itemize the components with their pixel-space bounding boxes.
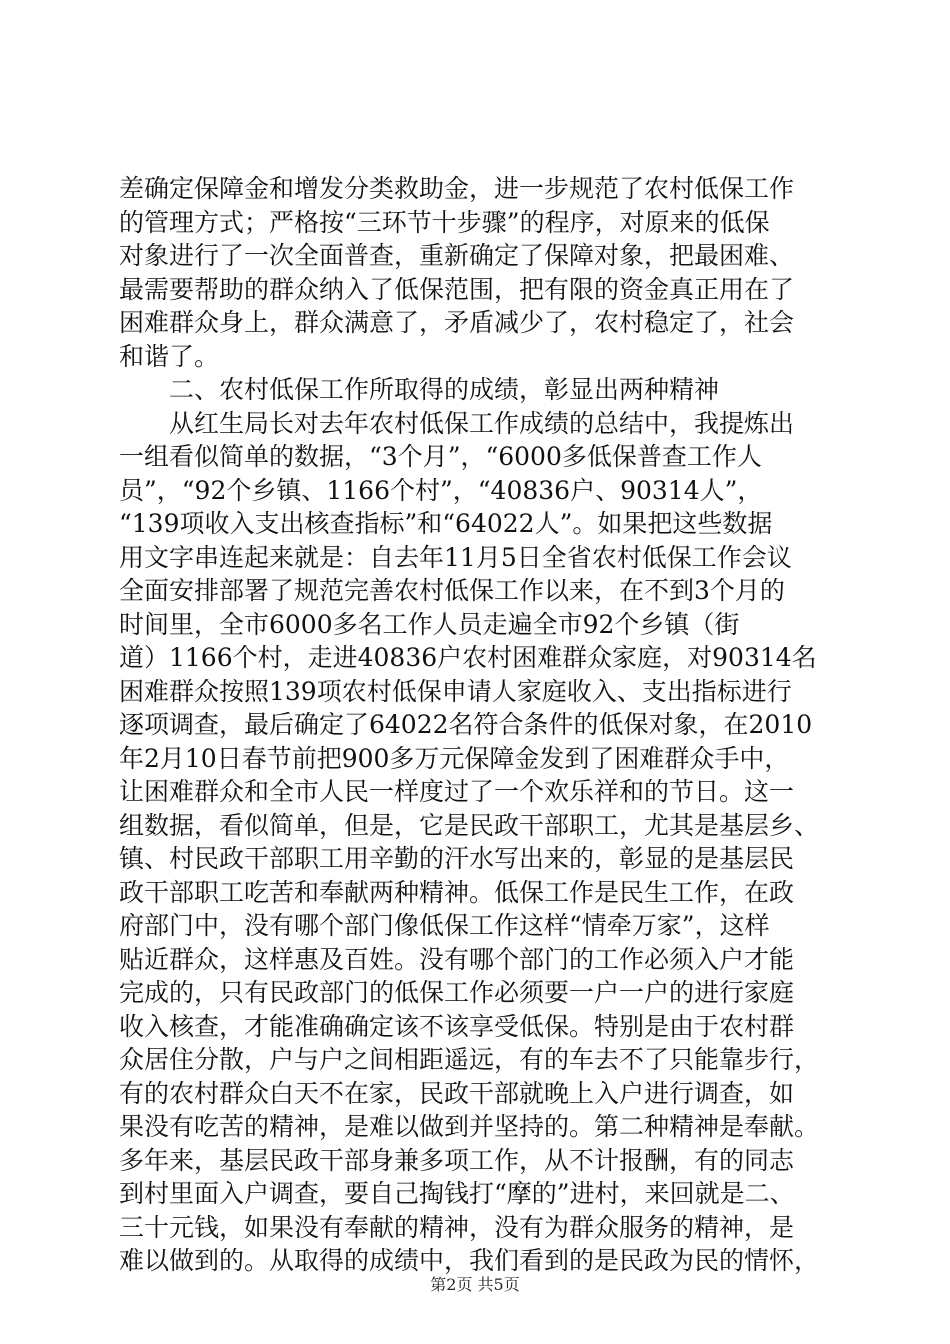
text-line: 的管理方式；严格按“三环节十步骤”的程序，对原来的低保 <box>119 207 770 237</box>
text-line: 政干部职工吃苦和奉献两种精神。低保工作是民生工作，在政 <box>119 877 795 907</box>
page-number-footer: 第2页 共5页 <box>430 1275 520 1294</box>
text-line: 时间里，全市6000多名工作人员走遍全市92个乡镇（街 <box>119 609 740 639</box>
text-line: 逐项调查，最后确定了64022名符合条件的低保对象，在2010 <box>119 710 813 739</box>
body-text <box>119 172 831 1278</box>
text-line: “139项收入支出核查指标”和“64022人”。如果把这些数据 <box>119 509 773 538</box>
text-line: 一组看似简单的数据，“3个月”，“6000多低保普查工作人 <box>119 442 762 471</box>
text-line: 三十元钱，如果没有奉献的精神，没有为群众服务的精神，是 <box>119 1212 795 1242</box>
text-line: 组数据，看似简单，但是，它是民政干部职工，尤其是基层乡、 <box>119 810 820 840</box>
text-line: 众居住分散，户与户之间相距遥远，有的车去不了只能靠步行， <box>119 1045 820 1074</box>
text-line: 全面安排部署了规范完善农村低保工作以来，在不到3个月的 <box>119 576 785 605</box>
text-line: 收入核查，才能准确确定该不该享受低保。特别是由于农村群 <box>119 1011 795 1041</box>
text-line: 用文字串连起来就是：自去年11月5日全省农村低保工作会议 <box>119 542 792 572</box>
text-line: 果没有吃苦的精神，是难以做到并坚持的。第二种精神是奉献。 <box>119 1112 820 1141</box>
text-line: 镇、村民政干部职工用辛勤的汗水写出来的，彰显的是基层民 <box>119 844 795 873</box>
section-heading: 二、农村低保工作所取得的成绩，彰显出两种精神 <box>169 375 720 404</box>
text-line: 和谐了。 <box>119 341 220 371</box>
text-line: 困难群众身上，群众满意了，矛盾减少了，农村稳定了，社会 <box>119 308 795 337</box>
text-line: 贴近群众，这样惠及百姓。没有哪个部门的工作必须入户才能 <box>119 944 795 974</box>
text-line: 道）1166个村，走进40836户农村困难群众家庭，对90314名 <box>119 643 817 672</box>
text-line: 让困难群众和全市人民一样度过了一个欢乐祥和的节日。这一 <box>119 777 795 806</box>
text-line: 差确定保障金和增发分类救助金，进一步规范了农村低保工作 <box>119 174 795 203</box>
text-line: 最需要帮助的群众纳入了低保范围，把有限的资金真正用在了 <box>119 274 795 304</box>
text-line: 多年来，基层民政干部身兼多项工作，从不计报酬，有的同志 <box>119 1145 795 1175</box>
text-line: 府部门中，没有哪个部门像低保工作这样“情牵万家”，这样 <box>119 911 770 940</box>
text-line: 有的农村群众白天不在家，民政干部就晚上入户进行调查，如 <box>119 1078 795 1108</box>
text-line: 完成的，只有民政部门的低保工作必须要一户一户的进行家庭 <box>119 978 795 1007</box>
text-line: 难以做到的。从取得的成绩中，我们看到的是民政为民的情怀， <box>119 1246 820 1275</box>
paragraph-first-line: 从红生局长对去年农村低保工作成绩的总结中，我提炼出 <box>169 408 795 438</box>
text-line: 困难群众按照139项农村低保申请人家庭收入、支出指标进行 <box>119 676 792 706</box>
text-line: 对象进行了一次全面普查，重新确定了保障对象，把最困难、 <box>119 241 795 270</box>
text-line: 年2月10日春节前把900多万元保障金发到了困难群众手中， <box>119 743 790 773</box>
text-line: 员”，“92个乡镇、1166个村”，“40836户、90314人”， <box>119 475 763 505</box>
text-line: 到村里面入户调查，要自己掏钱打“摩的”进村，来回就是二、 <box>119 1179 795 1208</box>
